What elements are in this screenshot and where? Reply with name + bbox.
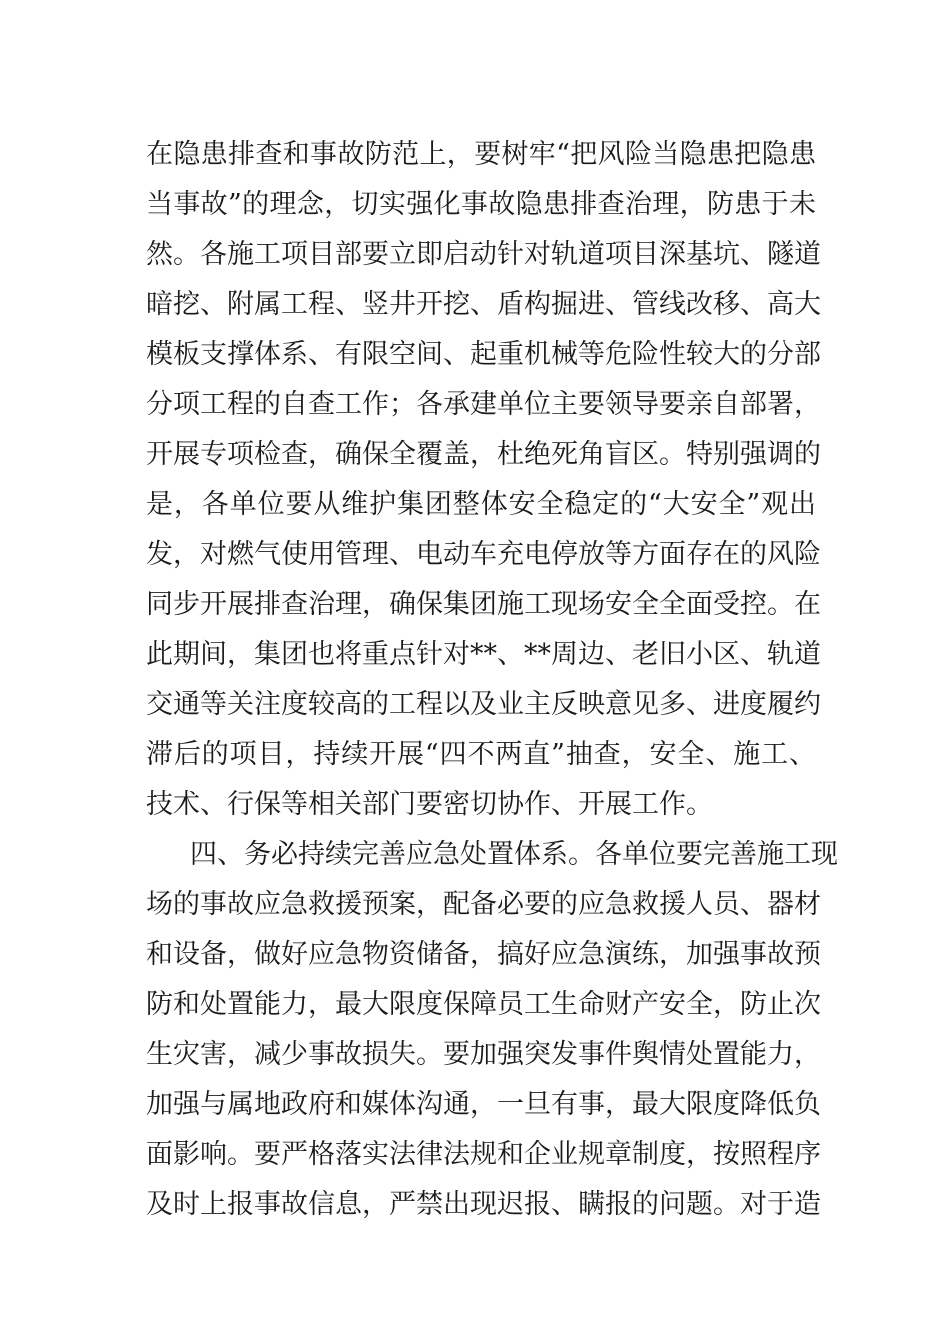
text-line: 当事故”的理念，切实强化事故隐患排查治理，防患于未 <box>146 189 816 220</box>
section-heading-line: 四、务必持续完善应急处置体系。各单位要完善施工现 <box>190 839 838 870</box>
text-line: 和设备，做好应急物资储备，搞好应急演练，加强事故预 <box>146 939 821 970</box>
text-line: 场的事故应急救援预案，配备必要的应急救援人员、器材 <box>146 889 821 920</box>
text-line: 发，对燃气使用管理、电动车充电停放等方面存在的风险 <box>146 539 821 570</box>
text-line: 然。各施工项目部要立即启动针对轨道项目深基坑、隧道 <box>146 239 821 270</box>
text-line: 开展专项检查，确保全覆盖，杜绝死角盲区。特别强调的 <box>146 439 821 470</box>
text-line: 及时上报事故信息，严禁出现迟报、瞒报的问题。对于造 <box>146 1189 821 1220</box>
paragraph-end-line: 技术、行保等相关部门要密切协作、开展工作。 <box>146 789 713 820</box>
text-line: 此期间，集团也将重点针对**、**周边、老旧小区、轨道 <box>146 639 821 670</box>
text-line: 暗挖、附属工程、竖井开挖、盾构掘进、管线改移、高大 <box>146 289 821 320</box>
text-line: 模板支撑体系、有限空间、起重机械等危险性较大的分部 <box>146 339 821 370</box>
text-line: 分项工程的自查工作；各承建单位主要领导要亲自部署， <box>146 389 821 420</box>
text-line: 交通等关注度较高的工程以及业主反映意见多、进度履约 <box>146 689 821 720</box>
text-line: 加强与属地政府和媒体沟通，一旦有事，最大限度降低负 <box>146 1089 821 1120</box>
text-line: 在隐患排查和事故防范上，要树牢“把风险当隐患把隐患 <box>146 139 816 170</box>
text-line: 防和处置能力，最大限度保障员工生命财产安全，防止次 <box>146 989 821 1020</box>
text-line: 同步开展排查治理，确保集团施工现场安全全面受控。在 <box>146 589 821 620</box>
text-line: 是，各单位要从维护集团整体安全稳定的“大安全”观出 <box>146 489 816 520</box>
text-line: 面影响。要严格落实法律法规和企业规章制度，按照程序 <box>146 1139 821 1170</box>
text-line: 生灾害，减少事故损失。要加强突发事件舆情处置能力， <box>146 1039 821 1070</box>
text-line: 滞后的项目，持续开展“四不两直”抽查，安全、施工、 <box>146 739 816 770</box>
body-text <box>146 130 838 1230</box>
